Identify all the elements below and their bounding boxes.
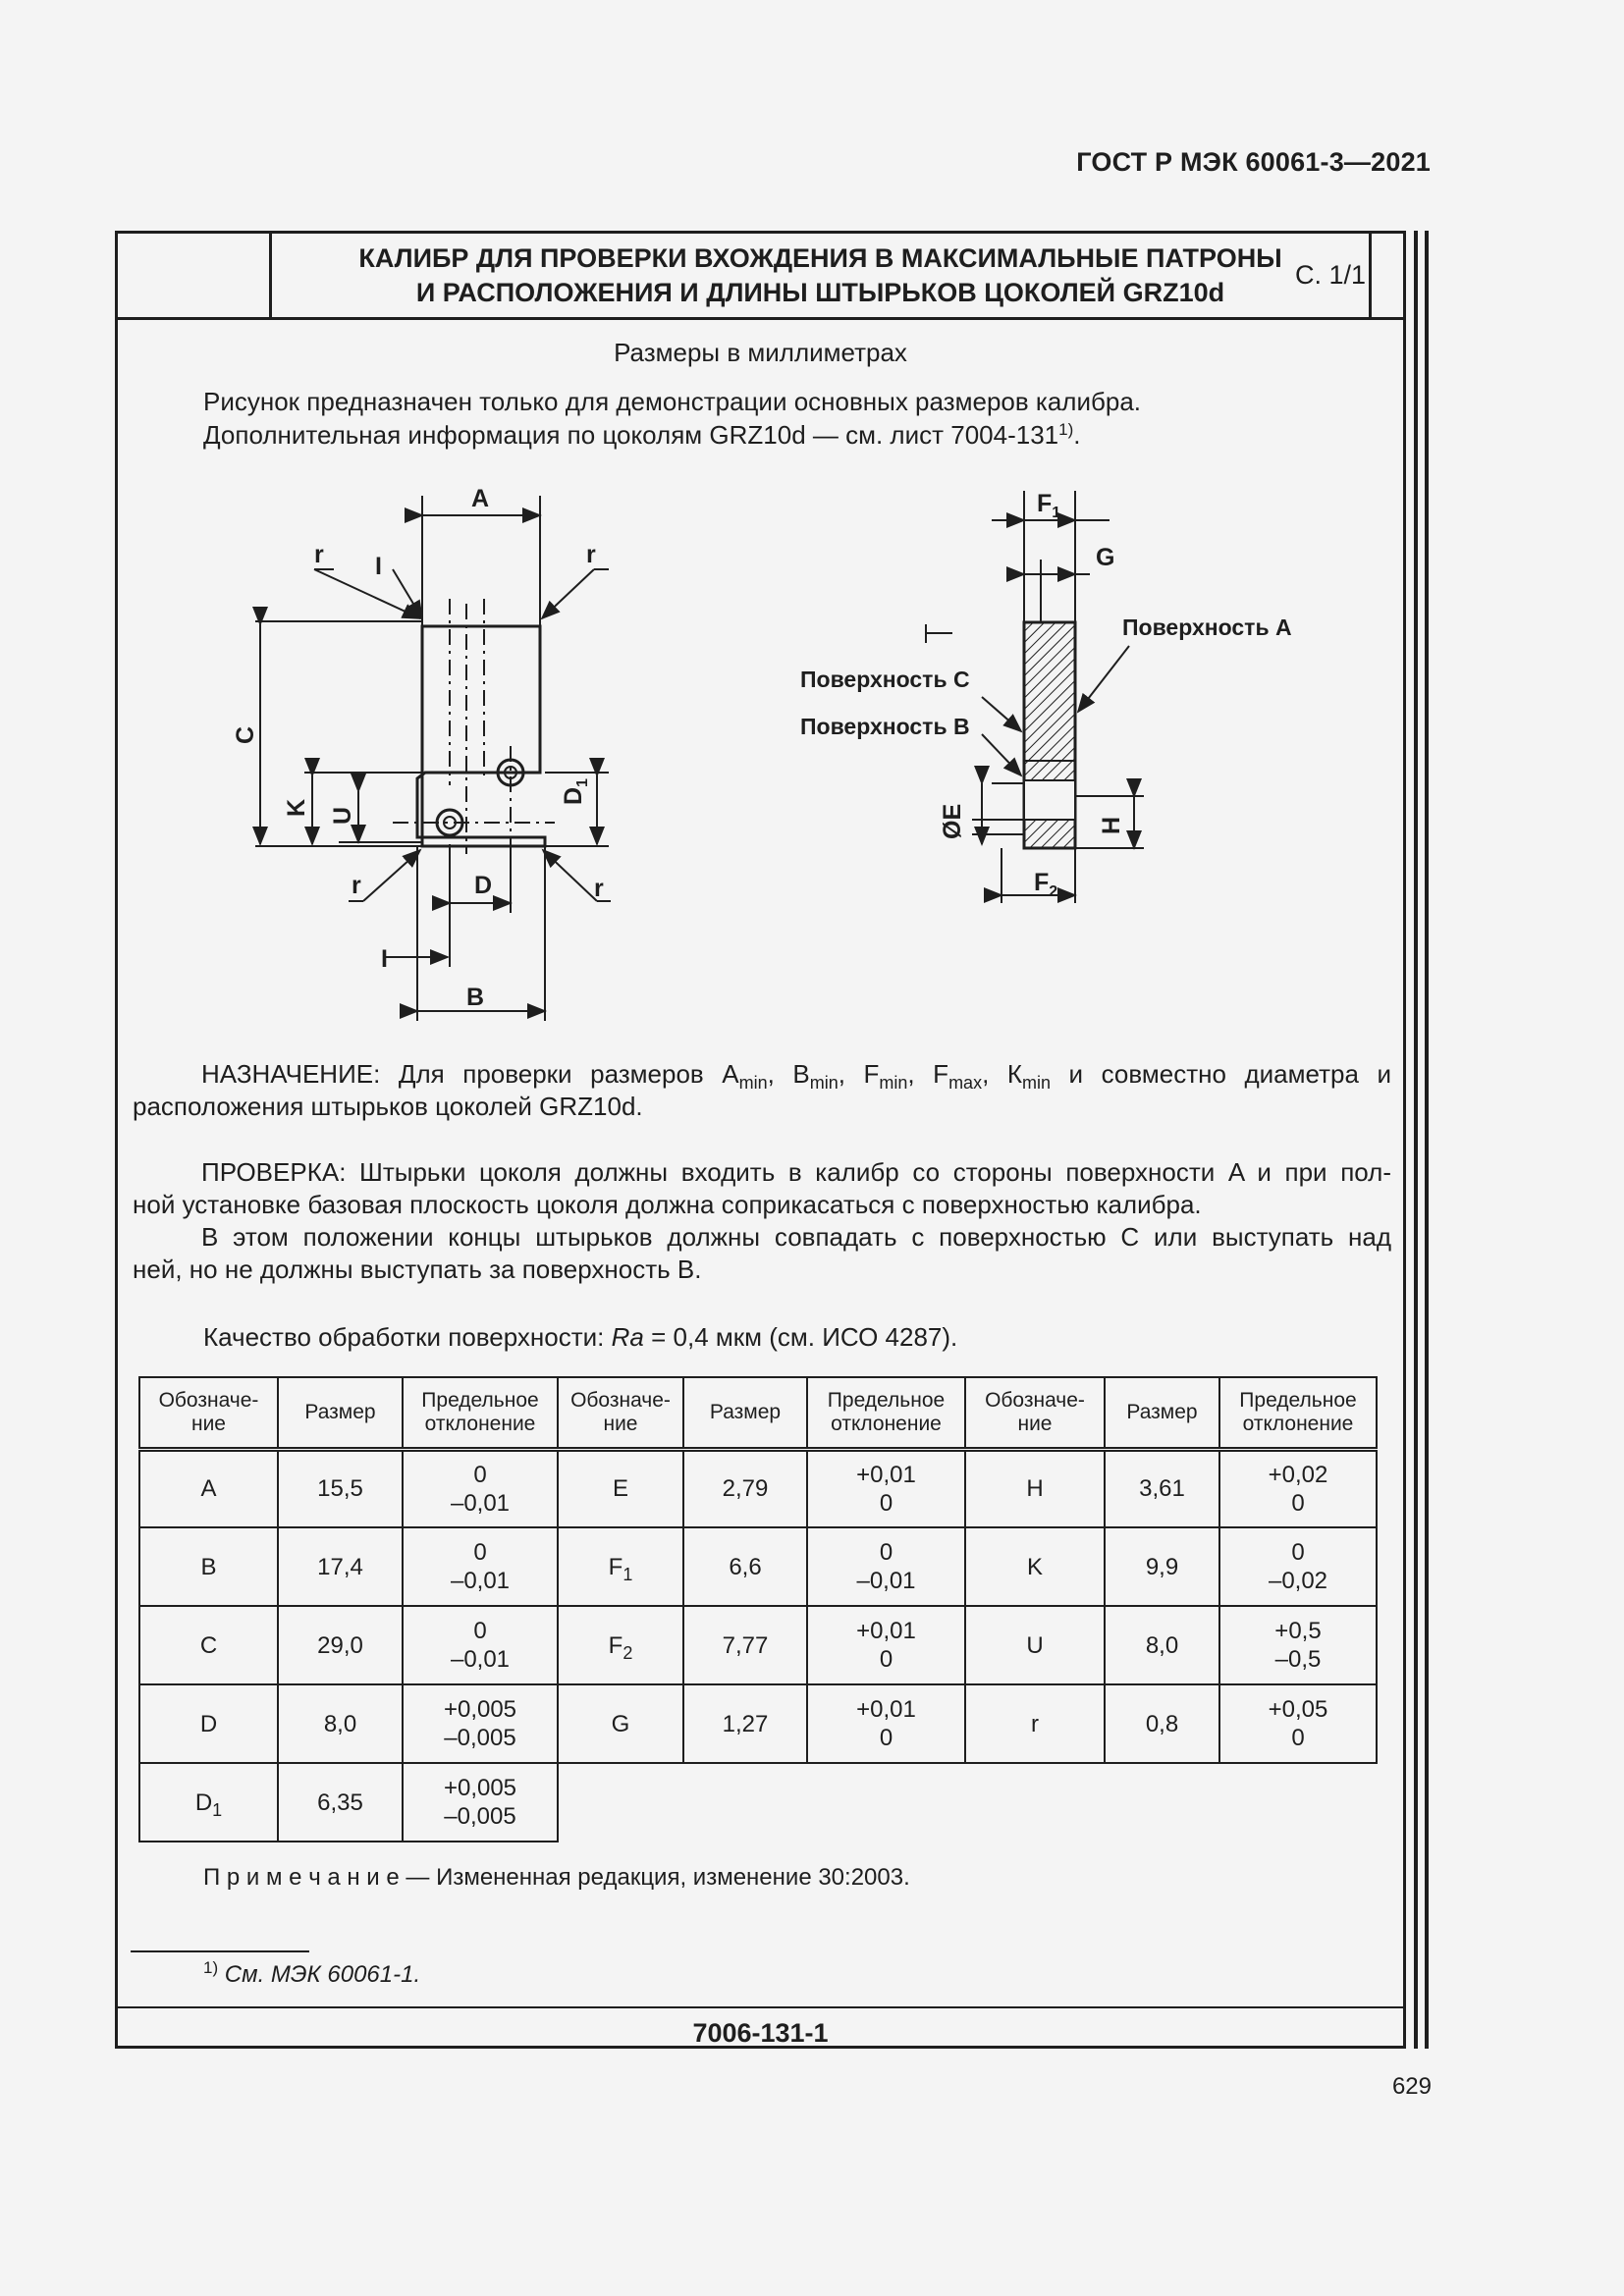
column-header: Обозначе- ние	[558, 1377, 683, 1449]
tolerance-cell: +0,02 0	[1219, 1449, 1377, 1527]
column-header: Обозначе- ние	[965, 1377, 1105, 1449]
sheet-title-line1: КАЛИБР ДЛЯ ПРОВЕРКИ ВХОЖДЕНИЯ В МАКСИМАЛЬНЫЕ ПАТРОНЫ	[358, 243, 1282, 273]
dim-label-l: I	[375, 553, 382, 580]
units-note: Размеры в миллиметрах	[614, 338, 907, 367]
dim-label-F1: $F_1$	[1037, 490, 1061, 521]
intro-line2: Дополнительная информация по цоколям GRZ10d — см. лист 7004-131$^{1)}$.	[203, 420, 1081, 450]
size-cell: 0,8	[1105, 1684, 1219, 1763]
tolerance-cell: +0,5 –0,5	[1219, 1606, 1377, 1684]
size-cell: 3,61	[1105, 1449, 1219, 1527]
check-line4: ней, но не должны выступать за поверхность B.	[133, 1255, 702, 1284]
document-number: ГОСТ Р МЭК 60061-3—2021	[1076, 147, 1431, 177]
column-header: Предельное отклонение	[807, 1377, 965, 1449]
tolerance-cell: +0,01 0	[807, 1684, 965, 1763]
dim-label-r: r	[352, 872, 361, 899]
page-number: 629	[1391, 2073, 1432, 2100]
tolerance-cell: +0,05 0	[1219, 1684, 1377, 1763]
check-line3: В этом положении концы штырьков должны совпадать с поверхностью C или выступать над	[201, 1222, 1391, 1252]
table-row	[139, 1606, 1377, 1684]
dim-label-D: D	[474, 872, 493, 899]
symbol-cell: $D_1$	[139, 1763, 278, 1842]
column-header: Предельное отклонение	[1219, 1377, 1377, 1449]
table-row	[139, 1763, 1377, 1842]
table-header-row	[139, 1377, 1377, 1449]
tolerance-cell: +0,01 0	[807, 1606, 965, 1684]
footnote-ref: 1)	[1058, 420, 1074, 439]
empty-cell	[1219, 1763, 1377, 1842]
size-cell: 8,0	[278, 1684, 403, 1763]
size-cell: 9,9	[1105, 1527, 1219, 1606]
symbol-cell: $F_2$	[558, 1606, 683, 1684]
symbol-cell: H	[965, 1449, 1105, 1527]
size-cell: 15,5	[278, 1449, 403, 1527]
dimension-table	[138, 1376, 1378, 1842]
symbol-cell: K	[965, 1527, 1105, 1606]
table-row	[139, 1449, 1377, 1527]
dim-label-C: C	[232, 725, 259, 744]
symbol-cell: D	[139, 1684, 278, 1763]
column-header: Предельное отклонение	[403, 1377, 558, 1449]
column-header: Размер	[1105, 1377, 1219, 1449]
dim-label-D1: $D_1$	[560, 778, 591, 805]
symbol-cell: E	[558, 1449, 683, 1527]
size-cell: 2,79	[683, 1449, 807, 1527]
tolerance-cell: 0 –0,01	[403, 1449, 558, 1527]
symbol-cell: r	[965, 1684, 1105, 1763]
size-cell: 6,6	[683, 1527, 807, 1606]
sheet-code: 7006-131-1	[692, 2018, 829, 2048]
column-header: Размер	[278, 1377, 403, 1449]
surface-B-label: Поверхность B	[800, 714, 970, 739]
sheet-code-divider	[118, 2006, 1403, 2008]
column-header: Обозначе- ние	[139, 1377, 278, 1449]
empty-cell	[1105, 1763, 1219, 1842]
tolerance-cell: +0,01 0	[807, 1449, 965, 1527]
dim-label-A: A	[471, 485, 490, 512]
empty-cell	[807, 1763, 965, 1842]
empty-cell	[683, 1763, 807, 1842]
dim-label-r: r	[314, 541, 324, 568]
size-cell: 8,0	[1105, 1606, 1219, 1684]
surface-C-label: Поверхность C	[800, 667, 970, 692]
note: П р и м е ч а н и е — Измененная редакция, изменение 30:2003.	[203, 1864, 910, 1891]
dim-label-r: r	[594, 875, 604, 902]
size-cell: 1,27	[683, 1684, 807, 1763]
dim-label-K: K	[283, 798, 310, 817]
check-line2: ной установке базовая плоскость цоколя должна соприкасаться с поверхностью калибра.	[133, 1190, 1202, 1219]
tolerance-cell: 0 –0,01	[807, 1527, 965, 1606]
surface-A-label: Поверхность A	[1122, 614, 1292, 640]
dim-label-H: H	[1098, 816, 1125, 834]
check-line1: ПРОВЕРКА: Штырьки цоколя должны входить в калибр со стороны поверхности A и при пол-	[201, 1157, 1391, 1187]
column-header: Размер	[683, 1377, 807, 1449]
tolerance-cell: 0 –0,01	[403, 1527, 558, 1606]
purpose-line1: НАЗНАЧЕНИЕ: Для проверки размеров $A_{min}$, $B_{min}$, $F_{min}$, $F_{max}$, $К_{min}$ и совместно диаметра и	[201, 1059, 1391, 1093]
symbol-cell: U	[965, 1606, 1105, 1684]
dim-label-G: G	[1096, 544, 1115, 571]
sheet-title-line2: И РАСПОЛОЖЕНИЯ И ДЛИНЫ ШТЫРЬКОВ ЦОКОЛЕЙ GRZ10d	[415, 278, 1225, 307]
purpose-line2: расположения штырьков цоколей GRZ10d.	[133, 1092, 643, 1121]
symbol-cell: C	[139, 1606, 278, 1684]
symbol-cell: $F_1$	[558, 1527, 683, 1606]
dim-label-B: B	[466, 984, 485, 1011]
tolerance-cell: +0,005 –0,005	[403, 1684, 558, 1763]
tolerance-cell: 0 –0,01	[403, 1606, 558, 1684]
dim-label-E: ØE	[939, 803, 966, 839]
empty-cell	[965, 1763, 1105, 1842]
dim-label-F2: $F_2$	[1034, 869, 1058, 900]
dim-label-l: I	[381, 945, 388, 973]
gauge-front-outline	[417, 626, 545, 846]
symbol-cell: G	[558, 1684, 683, 1763]
symbol-cell: A	[139, 1449, 278, 1527]
check-paragraph	[133, 1156, 1391, 1286]
tolerance-cell: +0,005 –0,005	[403, 1763, 558, 1842]
dim-label-r: r	[586, 541, 596, 568]
sheet-index: С. 1/1	[1294, 260, 1367, 290]
table-row	[139, 1527, 1377, 1606]
size-cell: 6,35	[278, 1763, 403, 1842]
size-cell: 17,4	[278, 1527, 403, 1606]
table-row	[139, 1684, 1377, 1763]
tolerance-cell: 0 –0,02	[1219, 1527, 1377, 1606]
size-cell: 7,77	[683, 1606, 807, 1684]
footnote: $^{1)}$ См. МЭК 60061-1.	[203, 1958, 421, 1988]
dim-label-U: U	[329, 806, 356, 825]
surface-quality: Качество обработки поверхности: Ra = 0,4 мкм (см. ИСО 4287).	[203, 1322, 958, 1352]
size-cell: 29,0	[278, 1606, 403, 1684]
intro-line1: Рисунок предназначен только для демонстрации основных размеров калибра.	[203, 387, 1142, 416]
gauge-drawing	[0, 0, 1624, 1080]
empty-cell	[558, 1763, 683, 1842]
footnote-separator	[131, 1950, 309, 1952]
symbol-cell: B	[139, 1527, 278, 1606]
